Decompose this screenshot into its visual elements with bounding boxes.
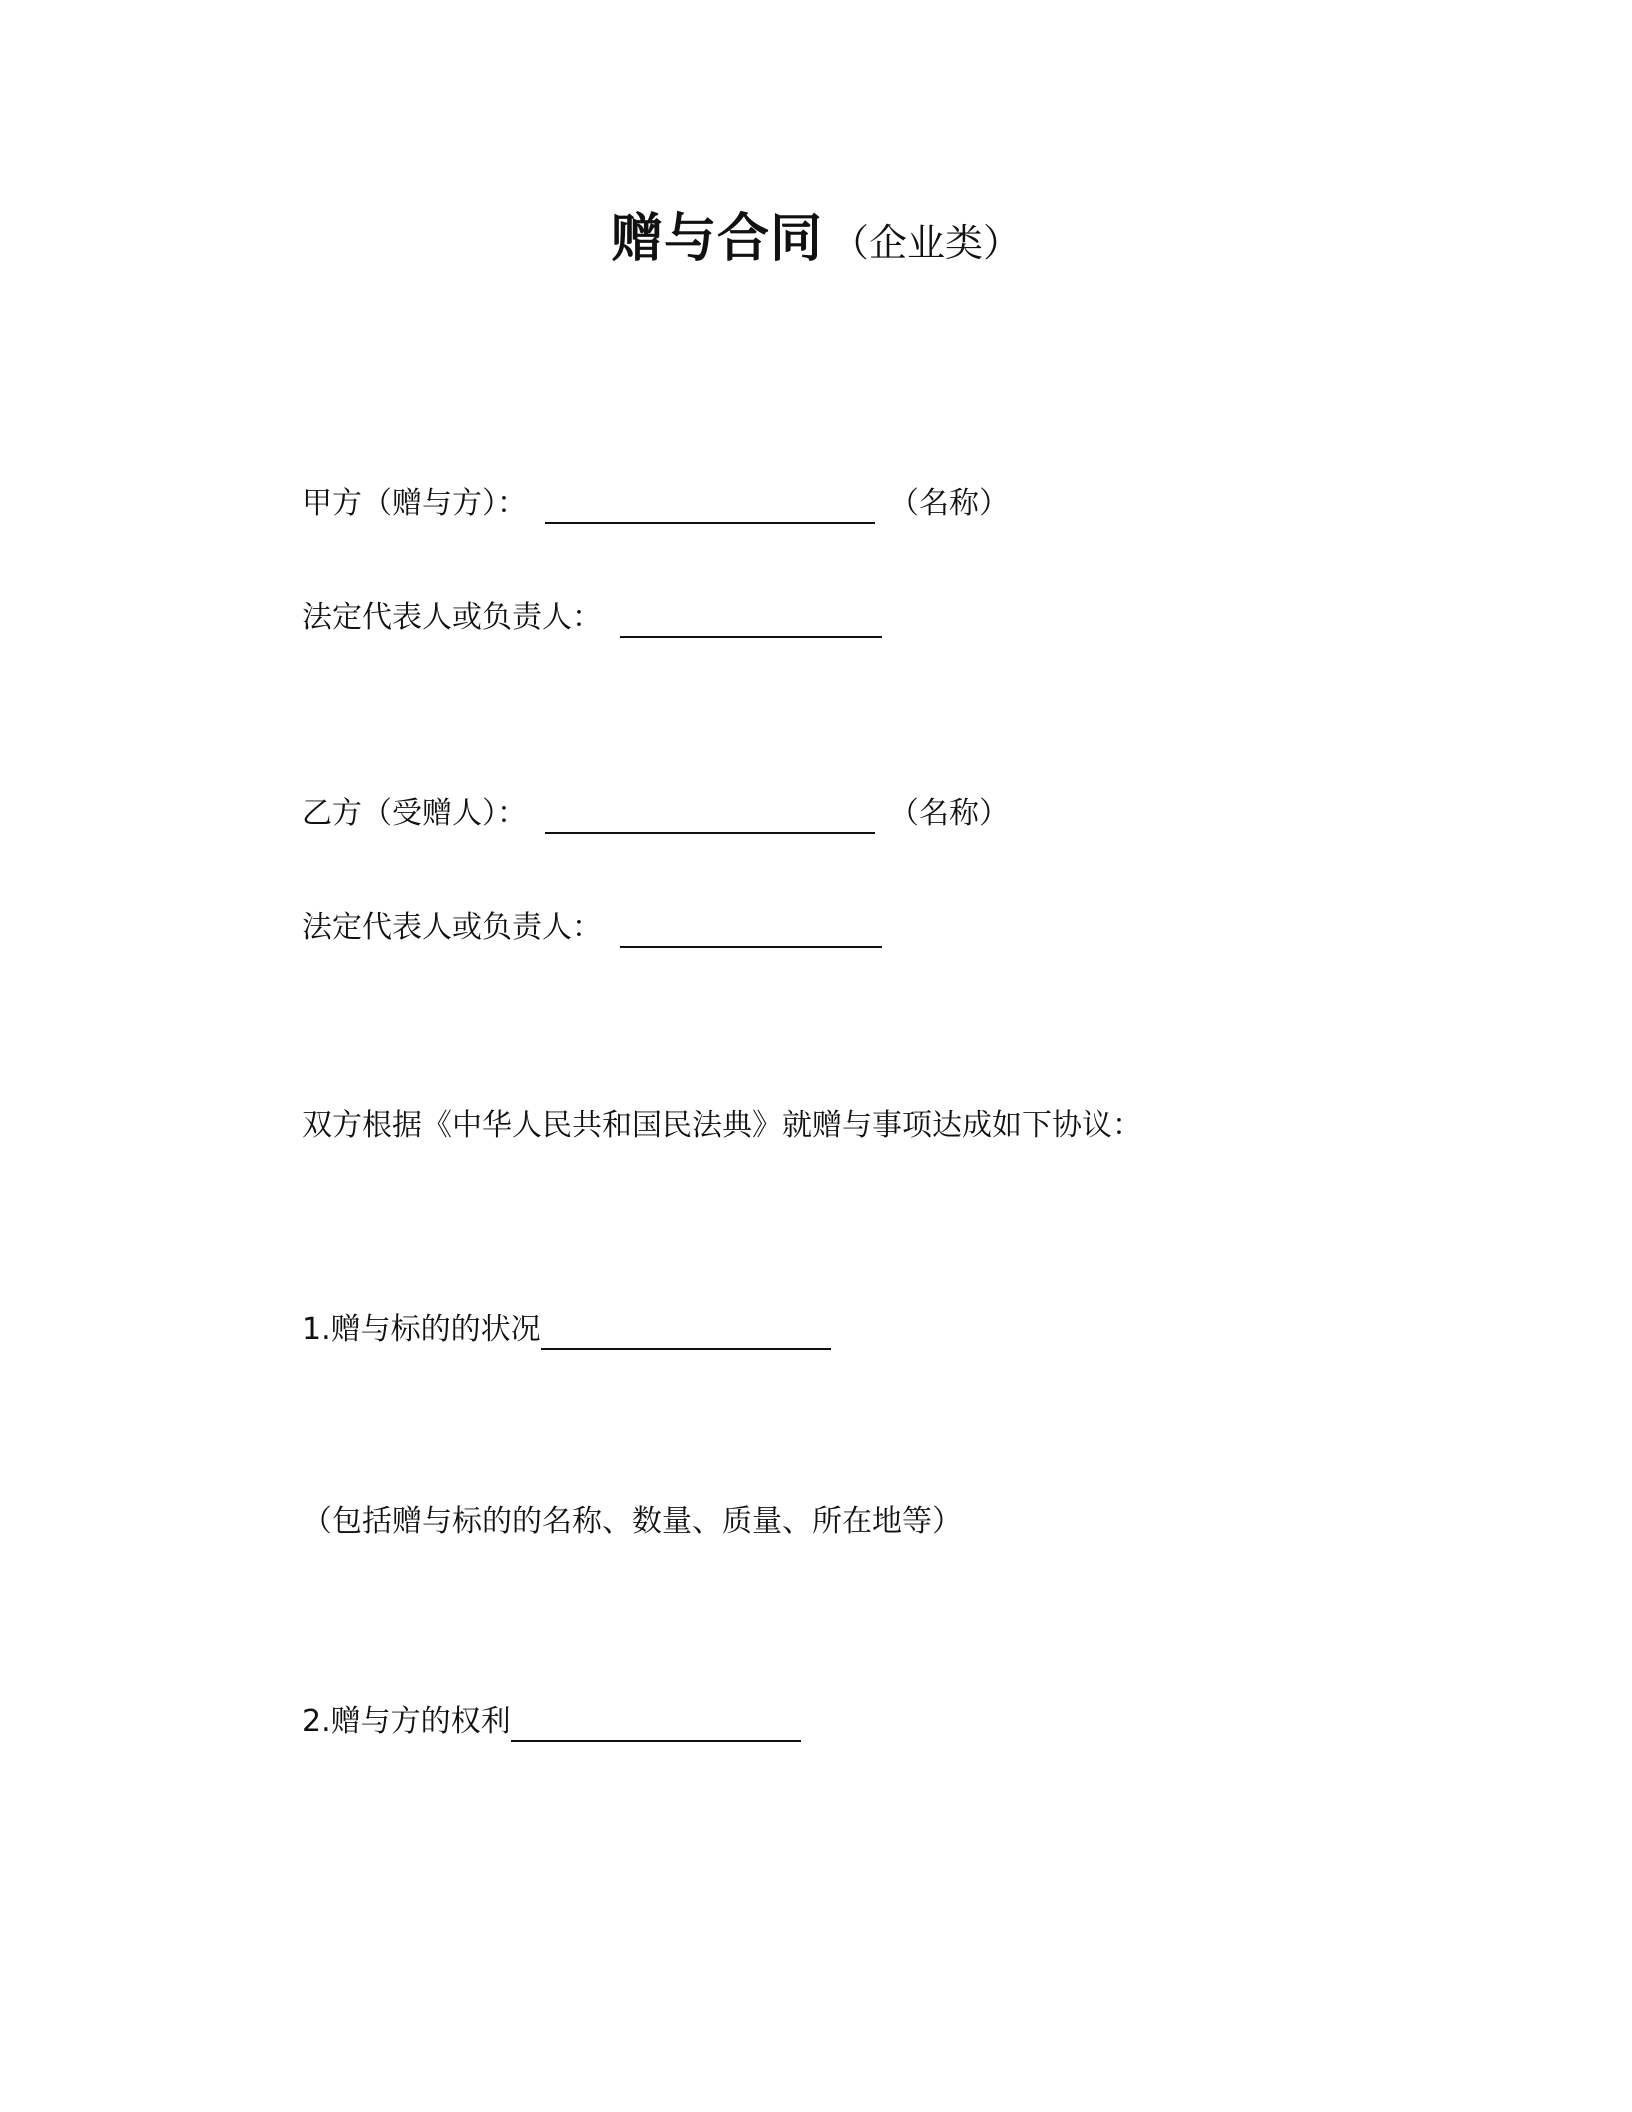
party-a-name-suffix: （名称） bbox=[889, 486, 1009, 521]
clause-2-label: 2.赠与方的权利 bbox=[302, 1704, 511, 1739]
party-b-rep-label: 法定代表人或负责人： bbox=[302, 910, 602, 945]
party-b-label: 乙方（受赠人）： bbox=[302, 796, 527, 831]
party-a-label: 甲方（赠与方）： bbox=[302, 486, 527, 521]
clause-1-line bbox=[302, 1310, 831, 1350]
preamble-line bbox=[302, 1106, 1142, 1146]
party-b-line bbox=[302, 794, 1009, 834]
clause-2-blank[interactable] bbox=[511, 1706, 801, 1742]
party-b-name-blank[interactable] bbox=[545, 798, 875, 834]
clause-1-note-line bbox=[302, 1502, 962, 1542]
party-a-rep-blank[interactable] bbox=[620, 602, 882, 638]
preamble-text: 双方根据《中华人民共和国民法典》就赠与事项达成如下协议： bbox=[302, 1108, 1142, 1143]
party-b-rep-blank[interactable] bbox=[620, 912, 882, 948]
party-b-name-suffix: （名称） bbox=[889, 796, 1009, 831]
title-subtitle: （企业类） bbox=[831, 221, 1022, 265]
party-a-rep-line bbox=[302, 598, 882, 638]
party-a-rep-label: 法定代表人或负责人： bbox=[302, 600, 602, 635]
party-b-rep-line bbox=[302, 908, 882, 948]
title-main: 赠与合同 bbox=[610, 209, 823, 269]
document-title bbox=[0, 196, 1632, 271]
clause-1-label: 1.赠与标的的状况 bbox=[302, 1312, 541, 1347]
clause-1-note: （包括赠与标的的名称、数量、质量、所在地等） bbox=[302, 1504, 962, 1539]
clause-1-blank[interactable] bbox=[541, 1314, 831, 1350]
clause-2-line bbox=[302, 1702, 801, 1742]
party-a-line bbox=[302, 484, 1009, 524]
party-a-name-blank[interactable] bbox=[545, 488, 875, 524]
